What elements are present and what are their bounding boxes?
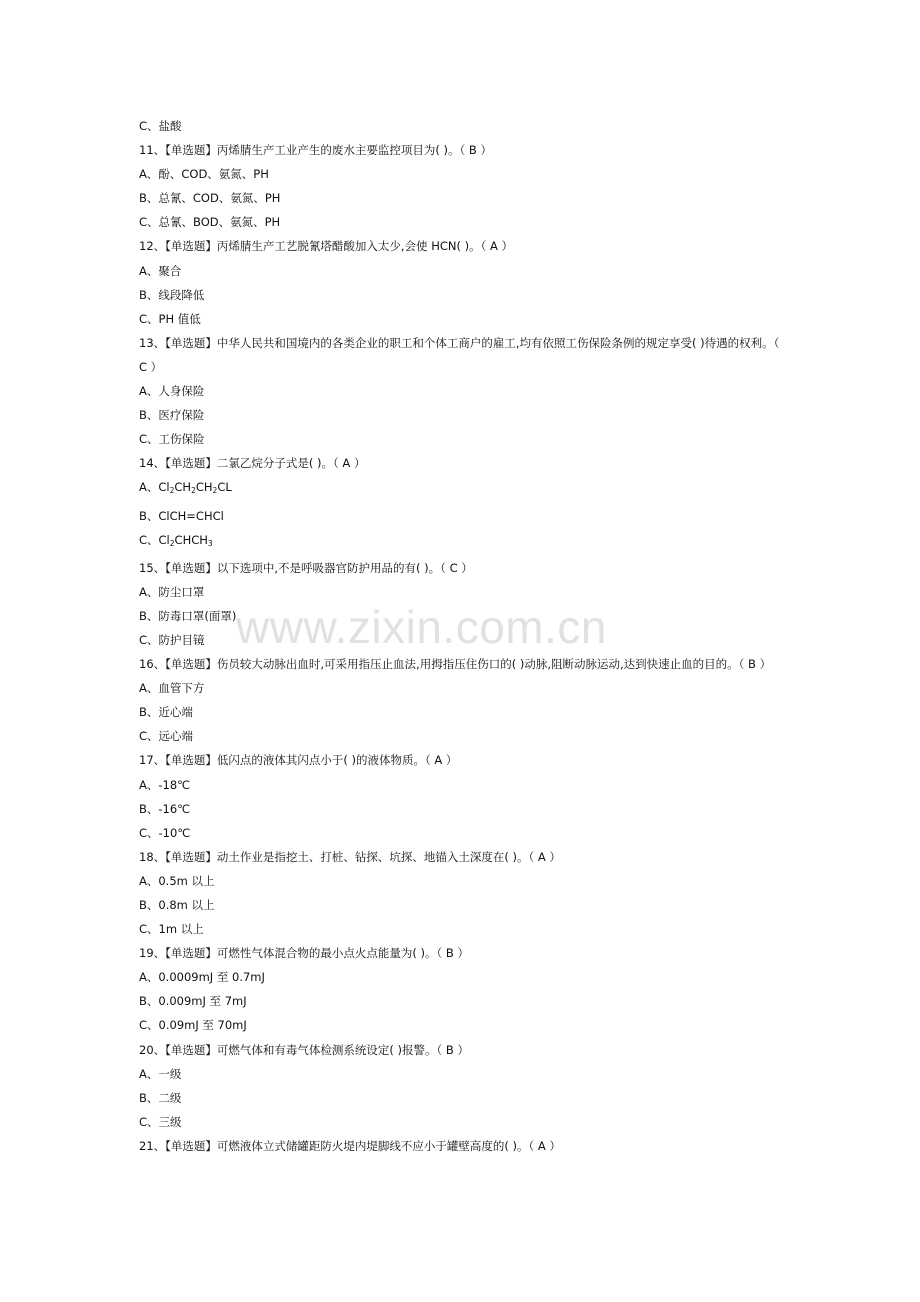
question-line: 16、【单选题】伤员较大动脉出血时,可采用指压止血法,用拇指压住伤口的( )动脉,阻断动脉运动,达到快速止血的目的。（ B ） — [139, 657, 772, 672]
question-line: 11、【单选题】丙烯腈生产工业产生的废水主要监控项目为( )。（ B ） — [139, 143, 492, 158]
option-line: C、工伤保险 — [139, 432, 205, 447]
option-line: B、医疗保险 — [139, 408, 205, 423]
option-line: A、酚、COD、氨氮、PH — [139, 167, 269, 182]
question-line: 14、【单选题】二氯乙烷分子式是( )。（ A ） — [139, 456, 366, 471]
option-line: A、$Cl_2CH_2CH_2CL$ — [139, 480, 232, 496]
question-line: 12、【单选题】丙烯腈生产工艺脱氰塔醋酸加入太少,会使 HCN( )。（ A ） — [139, 239, 514, 254]
option-line: C、$Cl_2CHCH_3$ — [139, 532, 213, 548]
option-line: B、总氰、COD、氨氮、PH — [139, 191, 281, 206]
question-line: 15、【单选题】以下选项中,不是呼吸器官防护用品的有( )。（ C ） — [139, 560, 473, 575]
option-line: B、防毒口罩(面罩) — [139, 608, 237, 623]
option-line: C、盐酸 — [139, 119, 182, 133]
option-line: A、0.5m 以上 — [139, 873, 215, 888]
option-line: C、1m 以上 — [139, 922, 204, 937]
option-line: B、近心端 — [139, 705, 193, 720]
option-line: B、-16℃ — [139, 801, 191, 816]
option-line: C、三级 — [139, 1114, 182, 1129]
option-line: B、二级 — [139, 1090, 182, 1105]
option-line: C、PH 值低 — [139, 311, 201, 326]
question-line: 20、【单选题】可燃气体和有毒气体检测系统设定( )报警。（ B ） — [139, 1042, 469, 1057]
question-line: 21、【单选题】可燃液体立式储罐距防火堤内堤脚线不应小于罐壁高度的( )。（ A ） — [139, 1138, 561, 1153]
watermark: www.zixin.com.cn — [236, 601, 607, 653]
question-list — [139, 114, 789, 1158]
option-line: A、防尘口罩 — [139, 584, 205, 599]
question-line: 17、【单选题】低闪点的液体其闪点小于( )的液体物质。（ A ） — [139, 753, 458, 768]
option-line: A、一级 — [139, 1066, 182, 1081]
option-line: C、远心端 — [139, 729, 194, 744]
option-line: C、总氰、BOD、氨氮、PH — [139, 215, 281, 230]
option-line: B、0.009mJ 至 7mJ — [139, 994, 247, 1009]
option-line: A、聚合 — [139, 263, 182, 278]
question-line: 13、【单选题】中华人民共和国境内的各类企业的职工和个体工商户的雇工,均有依照工伤保险条例的规定享受( )待遇的权利。（ C ） — [139, 335, 780, 374]
option-line: B、0.8m 以上 — [139, 898, 215, 912]
option-line: A、-18℃ — [139, 777, 191, 792]
option-line: C、0.09mJ 至 70mJ — [139, 1018, 247, 1033]
option-line: C、-10℃ — [139, 825, 191, 840]
option-line: B、线段降低 — [139, 287, 205, 302]
option-line: C、防护目镜 — [139, 632, 205, 647]
option-line: B、ClCH=CHCl — [139, 508, 224, 523]
option-line: A、人身保险 — [139, 384, 205, 399]
option-line: A、血管下方 — [139, 681, 205, 696]
question-line: 19、【单选题】可燃性气体混合物的最小点火点能量为( )。（ B ） — [139, 946, 469, 961]
question-line: 18、【单选题】动土作业是指挖土、打桩、钻探、坑探、地锚入土深度在( )。（ A ） — [139, 849, 561, 864]
option-line: A、0.0009mJ 至 0.7mJ — [139, 970, 265, 985]
